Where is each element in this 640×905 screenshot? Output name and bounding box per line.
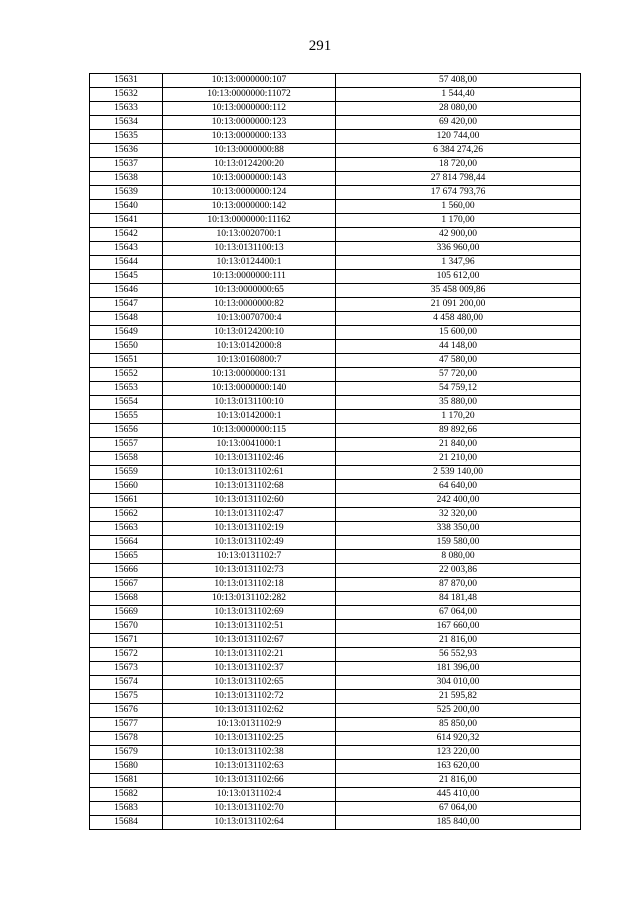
table-row <box>90 270 581 284</box>
row-number-cell: 15677 <box>90 718 163 732</box>
table-row <box>90 788 581 802</box>
row-number-cell: 15637 <box>90 158 163 172</box>
table-row <box>90 494 581 508</box>
row-number-cell: 15674 <box>90 676 163 690</box>
cadastral-number-cell: 10:13:0000000:65 <box>163 284 336 298</box>
cadastral-number-cell: 10:13:0131102:46 <box>163 452 336 466</box>
value-cell: 120 744,00 <box>336 130 581 144</box>
row-number-cell: 15648 <box>90 312 163 326</box>
table-row <box>90 578 581 592</box>
value-cell: 54 759,12 <box>336 382 581 396</box>
value-cell: 67 064,00 <box>336 802 581 816</box>
row-number-cell: 15675 <box>90 690 163 704</box>
value-cell: 18 720,00 <box>336 158 581 172</box>
row-number-cell: 15684 <box>90 816 163 830</box>
row-number-cell: 15658 <box>90 452 163 466</box>
row-number-cell: 15659 <box>90 466 163 480</box>
cadastral-number-cell: 10:13:0131100:13 <box>163 242 336 256</box>
cadastral-number-cell: 10:13:0131102:61 <box>163 466 336 480</box>
cadastral-number-cell: 10:13:0131102:60 <box>163 494 336 508</box>
table-row <box>90 144 581 158</box>
table-row <box>90 550 581 564</box>
cadastral-number-cell: 10:13:0131102:47 <box>163 508 336 522</box>
value-cell: 1 544,40 <box>336 88 581 102</box>
value-cell: 27 814 798,44 <box>336 172 581 186</box>
row-number-cell: 15682 <box>90 788 163 802</box>
table-row <box>90 564 581 578</box>
cadastral-number-cell: 10:13:0000000:111 <box>163 270 336 284</box>
value-cell: 87 870,00 <box>336 578 581 592</box>
value-cell: 21 091 200,00 <box>336 298 581 312</box>
value-cell: 28 080,00 <box>336 102 581 116</box>
table-row <box>90 116 581 130</box>
value-cell: 167 660,00 <box>336 620 581 634</box>
row-number-cell: 15639 <box>90 186 163 200</box>
table-row <box>90 676 581 690</box>
table-row <box>90 536 581 550</box>
cadastral-number-cell: 10:13:0020700:1 <box>163 228 336 242</box>
cadastral-number-cell: 10:13:0041000:1 <box>163 438 336 452</box>
table-row <box>90 438 581 452</box>
table-row <box>90 88 581 102</box>
table-row <box>90 466 581 480</box>
value-cell: 8 080,00 <box>336 550 581 564</box>
cadastral-number-cell: 10:13:0131102:38 <box>163 746 336 760</box>
cadastral-number-cell: 10:13:0131102:282 <box>163 592 336 606</box>
row-number-cell: 15655 <box>90 410 163 424</box>
table-row <box>90 662 581 676</box>
value-cell: 1 170,20 <box>336 410 581 424</box>
table-row <box>90 816 581 830</box>
row-number-cell: 15680 <box>90 760 163 774</box>
row-number-cell: 15646 <box>90 284 163 298</box>
table-row <box>90 74 581 88</box>
value-cell: 181 396,00 <box>336 662 581 676</box>
cadastral-number-cell: 10:13:0131102:67 <box>163 634 336 648</box>
cadastral-number-cell: 10:13:0000000:133 <box>163 130 336 144</box>
table-row <box>90 130 581 144</box>
cadastral-number-cell: 10:13:0131102:7 <box>163 550 336 564</box>
row-number-cell: 15653 <box>90 382 163 396</box>
value-cell: 21 210,00 <box>336 452 581 466</box>
cadastral-number-cell: 10:13:0124400:1 <box>163 256 336 270</box>
cadastral-number-cell: 10:13:0131102:65 <box>163 676 336 690</box>
row-number-cell: 15676 <box>90 704 163 718</box>
table-row <box>90 620 581 634</box>
value-cell: 64 640,00 <box>336 480 581 494</box>
cadastral-number-cell: 10:13:0131102:73 <box>163 564 336 578</box>
cadastral-number-cell: 10:13:0160800:7 <box>163 354 336 368</box>
value-cell: 44 148,00 <box>336 340 581 354</box>
row-number-cell: 15662 <box>90 508 163 522</box>
value-cell: 2 539 140,00 <box>336 466 581 480</box>
table-row <box>90 396 581 410</box>
value-cell: 21 816,00 <box>336 634 581 648</box>
value-cell: 445 410,00 <box>336 788 581 802</box>
table-row <box>90 802 581 816</box>
value-cell: 67 064,00 <box>336 606 581 620</box>
table-row <box>90 382 581 396</box>
table-row <box>90 522 581 536</box>
cadastral-number-cell: 10:13:0131102:51 <box>163 620 336 634</box>
row-number-cell: 15670 <box>90 620 163 634</box>
table-row <box>90 340 581 354</box>
table-row <box>90 410 581 424</box>
value-cell: 84 181,48 <box>336 592 581 606</box>
value-cell: 304 010,00 <box>336 676 581 690</box>
value-cell: 6 384 274,26 <box>336 144 581 158</box>
table-row <box>90 480 581 494</box>
value-cell: 159 580,00 <box>336 536 581 550</box>
table-row <box>90 214 581 228</box>
row-number-cell: 15640 <box>90 200 163 214</box>
value-cell: 1 347,96 <box>336 256 581 270</box>
table-row <box>90 312 581 326</box>
cadastral-number-cell: 10:13:0131100:10 <box>163 396 336 410</box>
row-number-cell: 15635 <box>90 130 163 144</box>
cadastral-number-cell: 10:13:0142000:1 <box>163 410 336 424</box>
row-number-cell: 15663 <box>90 522 163 536</box>
cadastral-number-cell: 10:13:0000000:88 <box>163 144 336 158</box>
cadastral-number-cell: 10:13:0131102:70 <box>163 802 336 816</box>
table-row <box>90 592 581 606</box>
value-cell: 1 170,00 <box>336 214 581 228</box>
table-row <box>90 760 581 774</box>
table-row <box>90 172 581 186</box>
cadastral-number-cell: 10:13:0131102:18 <box>163 578 336 592</box>
value-cell: 105 612,00 <box>336 270 581 284</box>
row-number-cell: 15651 <box>90 354 163 368</box>
value-cell: 185 840,00 <box>336 816 581 830</box>
row-number-cell: 15671 <box>90 634 163 648</box>
row-number-cell: 15649 <box>90 326 163 340</box>
value-cell: 17 674 793,76 <box>336 186 581 200</box>
row-number-cell: 15681 <box>90 774 163 788</box>
row-number-cell: 15636 <box>90 144 163 158</box>
row-number-cell: 15678 <box>90 732 163 746</box>
page-number: 291 <box>308 38 332 54</box>
row-number-cell: 15647 <box>90 298 163 312</box>
table-row <box>90 228 581 242</box>
row-number-cell: 15672 <box>90 648 163 662</box>
value-cell: 35 880,00 <box>336 396 581 410</box>
value-cell: 338 350,00 <box>336 522 581 536</box>
row-number-cell: 15656 <box>90 424 163 438</box>
value-cell: 69 420,00 <box>336 116 581 130</box>
table-row <box>90 732 581 746</box>
cadastral-number-cell: 10:13:0131102:9 <box>163 718 336 732</box>
value-cell: 56 552,93 <box>336 648 581 662</box>
value-cell: 57 720,00 <box>336 368 581 382</box>
cadastral-number-cell: 10:13:0000000:11162 <box>163 214 336 228</box>
row-number-cell: 15642 <box>90 228 163 242</box>
cadastral-number-cell: 10:13:0124200:20 <box>163 158 336 172</box>
value-cell: 35 458 009,86 <box>336 284 581 298</box>
registry-table <box>89 73 581 830</box>
value-cell: 21 595,82 <box>336 690 581 704</box>
value-cell: 32 320,00 <box>336 508 581 522</box>
row-number-cell: 15668 <box>90 592 163 606</box>
cadastral-number-cell: 10:13:0124200:10 <box>163 326 336 340</box>
table-row <box>90 424 581 438</box>
table-row <box>90 648 581 662</box>
value-cell: 21 816,00 <box>336 774 581 788</box>
table-row <box>90 690 581 704</box>
cadastral-number-cell: 10:13:0000000:131 <box>163 368 336 382</box>
cadastral-number-cell: 10:13:0000000:143 <box>163 172 336 186</box>
cadastral-number-cell: 10:13:0131102:37 <box>163 662 336 676</box>
row-number-cell: 15644 <box>90 256 163 270</box>
row-number-cell: 15661 <box>90 494 163 508</box>
row-number-cell: 15667 <box>90 578 163 592</box>
cadastral-number-cell: 10:13:0131102:4 <box>163 788 336 802</box>
table-row <box>90 186 581 200</box>
value-cell: 163 620,00 <box>336 760 581 774</box>
row-number-cell: 15638 <box>90 172 163 186</box>
row-number-cell: 15650 <box>90 340 163 354</box>
table-row <box>90 256 581 270</box>
cadastral-number-cell: 10:13:0000000:115 <box>163 424 336 438</box>
row-number-cell: 15652 <box>90 368 163 382</box>
row-number-cell: 15666 <box>90 564 163 578</box>
table-row <box>90 634 581 648</box>
cadastral-number-cell: 10:13:0000000:107 <box>163 74 336 88</box>
row-number-cell: 15645 <box>90 270 163 284</box>
row-number-cell: 15643 <box>90 242 163 256</box>
row-number-cell: 15665 <box>90 550 163 564</box>
value-cell: 15 600,00 <box>336 326 581 340</box>
cadastral-number-cell: 10:13:0131102:68 <box>163 480 336 494</box>
row-number-cell: 15673 <box>90 662 163 676</box>
cadastral-number-cell: 10:13:0142000:8 <box>163 340 336 354</box>
value-cell: 57 408,00 <box>336 74 581 88</box>
row-number-cell: 15679 <box>90 746 163 760</box>
table-row <box>90 158 581 172</box>
row-number-cell: 15631 <box>90 74 163 88</box>
cadastral-number-cell: 10:13:0000000:123 <box>163 116 336 130</box>
table-row <box>90 774 581 788</box>
cadastral-number-cell: 10:13:0000000:112 <box>163 102 336 116</box>
cadastral-number-cell: 10:13:0131102:66 <box>163 774 336 788</box>
cadastral-number-cell: 10:13:0131102:21 <box>163 648 336 662</box>
cadastral-number-cell: 10:13:0131102:19 <box>163 522 336 536</box>
table-row <box>90 200 581 214</box>
value-cell: 123 220,00 <box>336 746 581 760</box>
table-row <box>90 452 581 466</box>
table-row <box>90 718 581 732</box>
row-number-cell: 15633 <box>90 102 163 116</box>
table-row <box>90 354 581 368</box>
value-cell: 525 200,00 <box>336 704 581 718</box>
row-number-cell: 15641 <box>90 214 163 228</box>
cadastral-number-cell: 10:13:0000000:124 <box>163 186 336 200</box>
value-cell: 21 840,00 <box>336 438 581 452</box>
value-cell: 22 003,86 <box>336 564 581 578</box>
cadastral-number-cell: 10:13:0000000:140 <box>163 382 336 396</box>
cadastral-number-cell: 10:13:0131102:72 <box>163 690 336 704</box>
row-number-cell: 15654 <box>90 396 163 410</box>
cadastral-number-cell: 10:13:0131102:25 <box>163 732 336 746</box>
value-cell: 1 560,00 <box>336 200 581 214</box>
row-number-cell: 15657 <box>90 438 163 452</box>
table-row <box>90 746 581 760</box>
table-row <box>90 508 581 522</box>
registry-table-body <box>90 74 581 830</box>
cadastral-number-cell: 10:13:0000000:82 <box>163 298 336 312</box>
value-cell: 47 580,00 <box>336 354 581 368</box>
cadastral-number-cell: 10:13:0131102:63 <box>163 760 336 774</box>
cadastral-number-cell: 10:13:0131102:62 <box>163 704 336 718</box>
row-number-cell: 15683 <box>90 802 163 816</box>
row-number-cell: 15660 <box>90 480 163 494</box>
value-cell: 614 920,32 <box>336 732 581 746</box>
cadastral-number-cell: 10:13:0000000:142 <box>163 200 336 214</box>
cadastral-number-cell: 10:13:0131102:69 <box>163 606 336 620</box>
value-cell: 89 892,66 <box>336 424 581 438</box>
value-cell: 42 900,00 <box>336 228 581 242</box>
table-row <box>90 704 581 718</box>
table-row <box>90 298 581 312</box>
value-cell: 4 458 480,00 <box>336 312 581 326</box>
cadastral-number-cell: 10:13:0000000:11072 <box>163 88 336 102</box>
value-cell: 242 400,00 <box>336 494 581 508</box>
cadastral-number-cell: 10:13:0070700:4 <box>163 312 336 326</box>
table-row <box>90 326 581 340</box>
row-number-cell: 15664 <box>90 536 163 550</box>
row-number-cell: 15669 <box>90 606 163 620</box>
cadastral-number-cell: 10:13:0131102:64 <box>163 816 336 830</box>
table-row <box>90 242 581 256</box>
row-number-cell: 15634 <box>90 116 163 130</box>
cadastral-number-cell: 10:13:0131102:49 <box>163 536 336 550</box>
table-row <box>90 102 581 116</box>
row-number-cell: 15632 <box>90 88 163 102</box>
table-row <box>90 368 581 382</box>
value-cell: 85 850,00 <box>336 718 581 732</box>
table-row <box>90 284 581 298</box>
table-row <box>90 606 581 620</box>
value-cell: 336 960,00 <box>336 242 581 256</box>
